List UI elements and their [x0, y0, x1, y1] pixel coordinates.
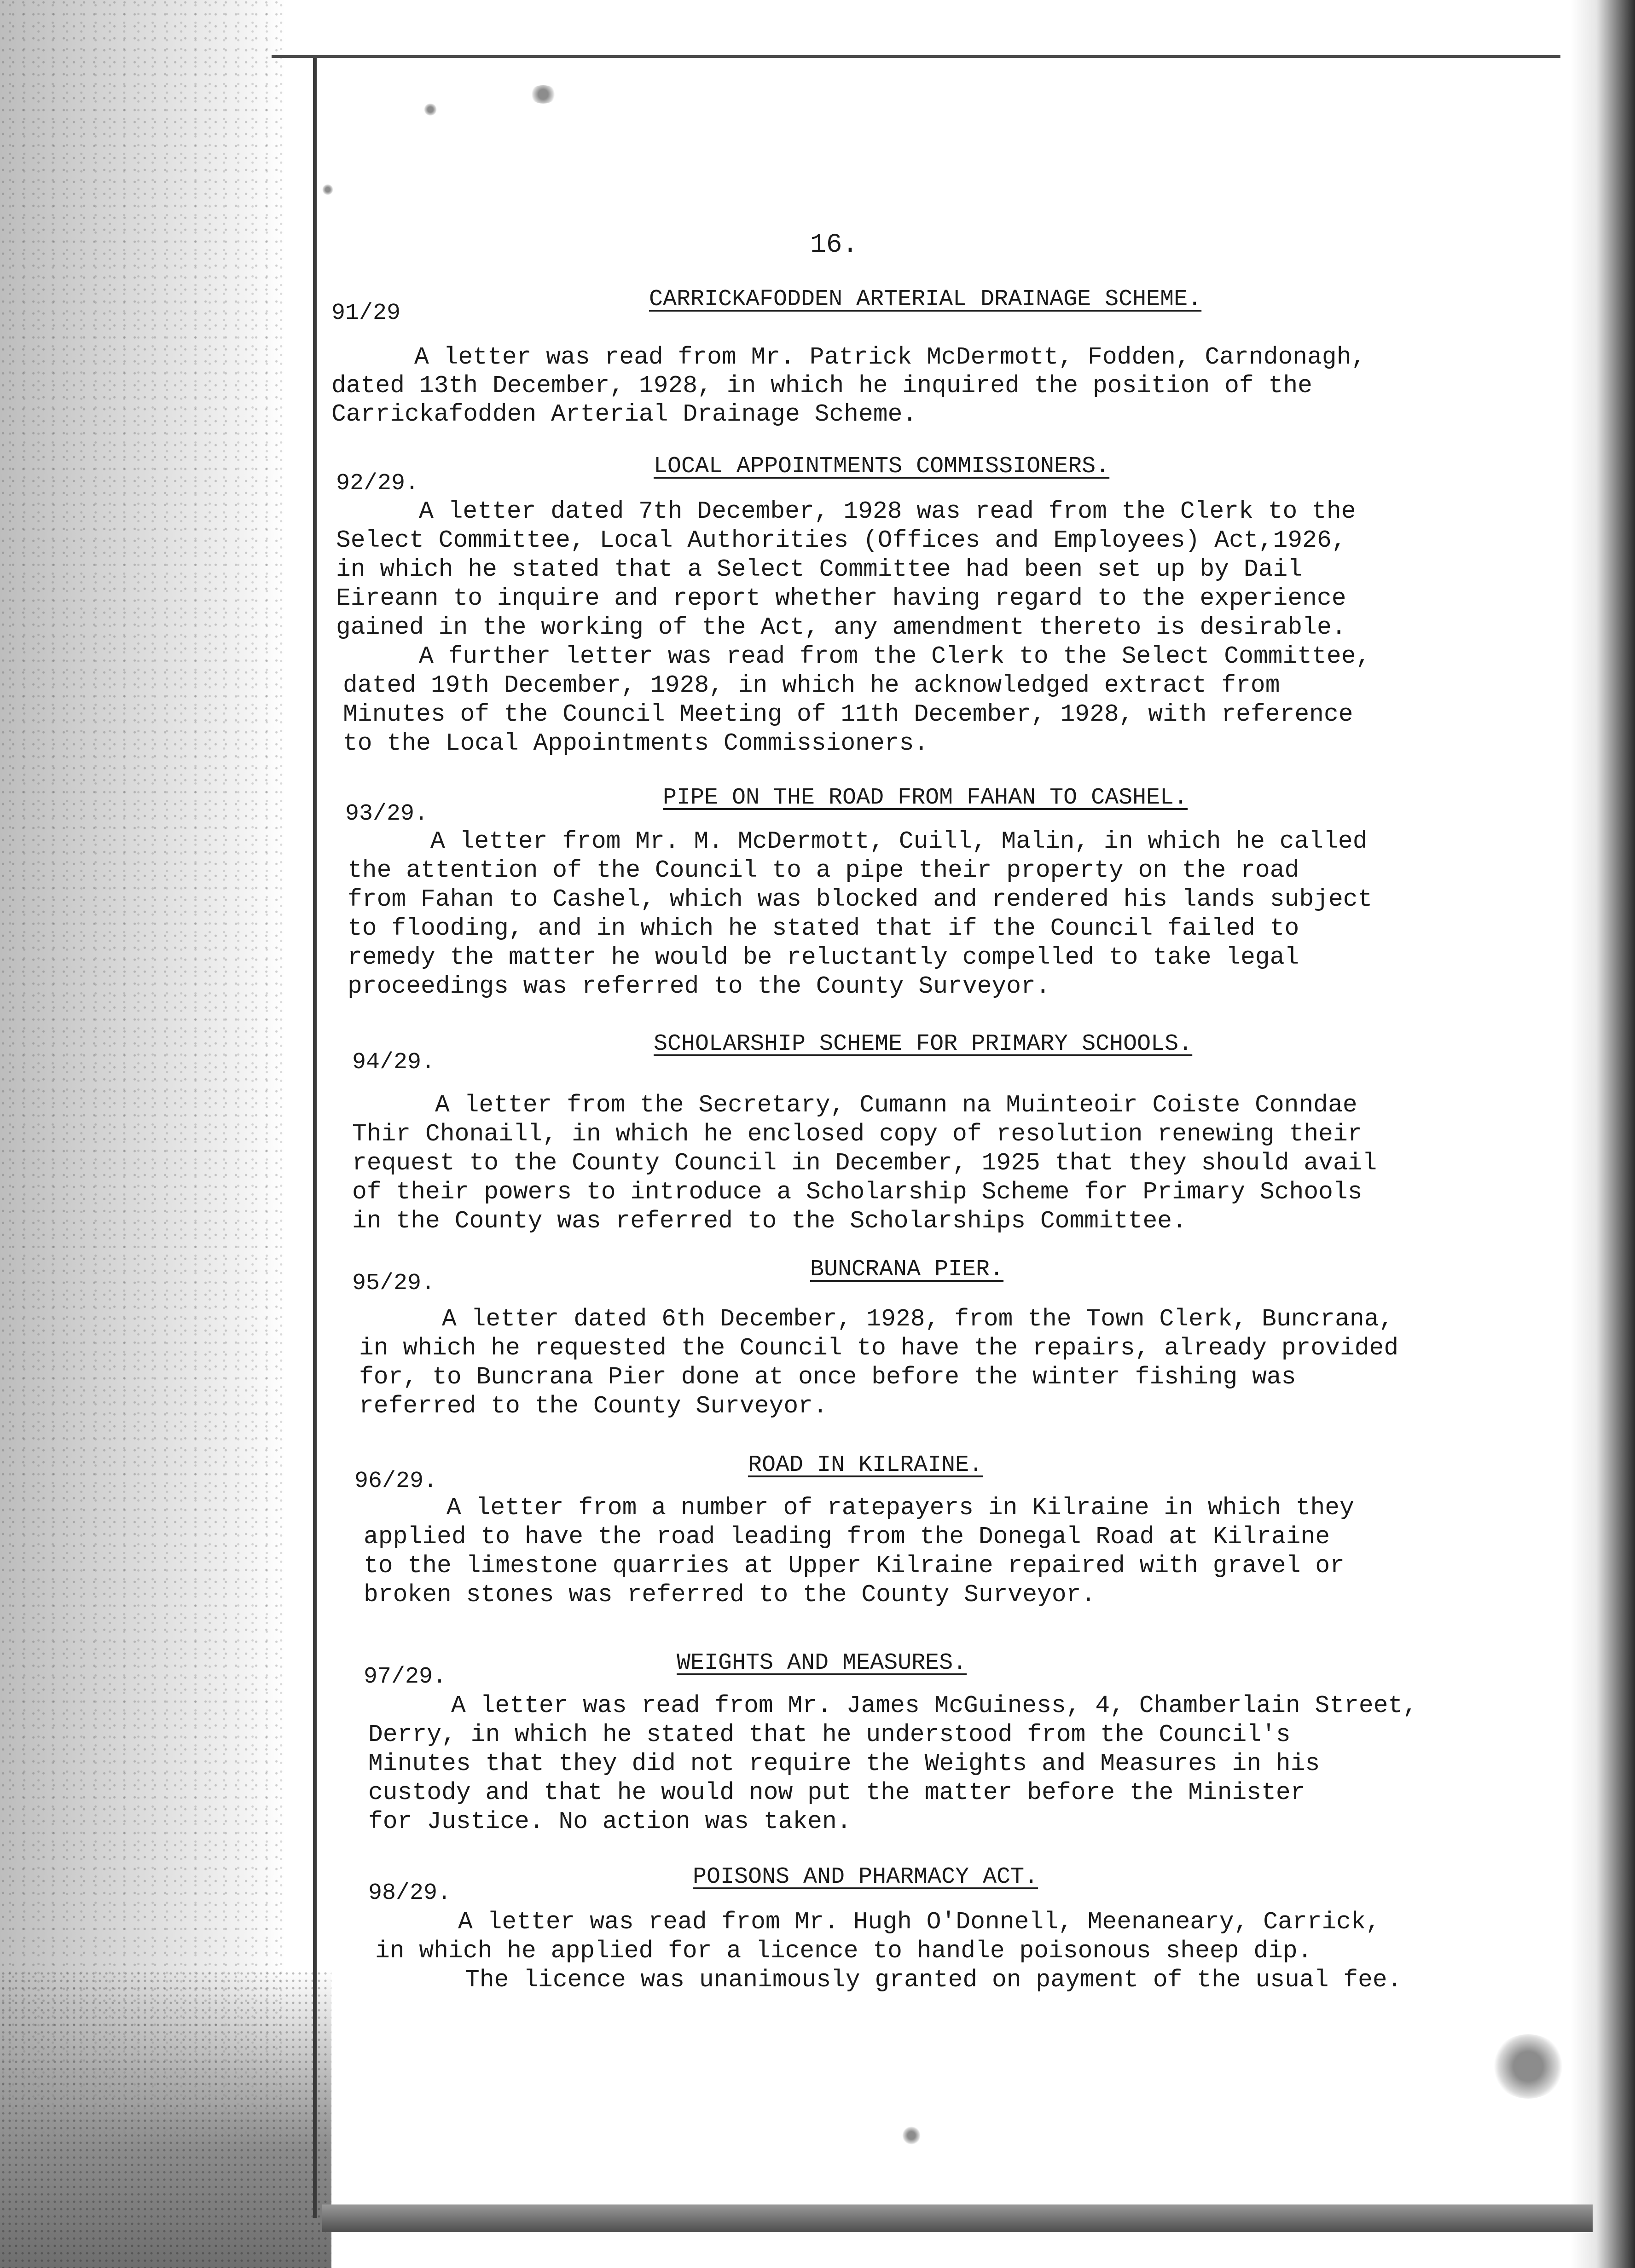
scan-speck [1491, 2034, 1565, 2099]
minute-text-line: A letter from the Secretary, Cumann na Muinteoir Coiste Conndae [435, 1091, 1357, 1119]
minute-number: 91/29 [331, 300, 401, 326]
minute-text-line: request to the County Council in December, 1925 that they should avail [352, 1149, 1377, 1177]
minute-text-line: to the limestone quarries at Upper Kilraine repaired with gravel or [364, 1552, 1345, 1580]
minute-heading: WEIGHTS AND MEASURES. [677, 1650, 967, 1676]
minute-text-line: Minutes of the Council Meeting of 11th December, 1928, with reference [343, 700, 1353, 728]
minute-text-line: The licence was unanimously granted on payment of the usual fee. [465, 1966, 1402, 1994]
minute-number: 92/29. [336, 470, 419, 497]
minute-text-line: dated 13th December, 1928, in which he inquired the position of the [331, 372, 1312, 399]
minute-text-line: Minutes that they did not require the Weights and Measures in his [368, 1750, 1320, 1777]
minute-text-line: in the County was referred to the Scholarships Committee. [352, 1207, 1187, 1235]
minute-number: 93/29. [345, 801, 429, 827]
minute-text-line: proceedings was referred to the County Surveyor. [348, 972, 1050, 1000]
minute-text-line: A letter from a number of ratepayers in Kilraine in which they [446, 1494, 1354, 1522]
minute-text-line: Derry, in which he stated that he understood from the Council's [368, 1721, 1291, 1748]
minute-text-line: applied to have the road leading from the Donegal Road at Kilraine [364, 1523, 1330, 1551]
scan-shadow-bottom-left [0, 1970, 331, 2268]
minute-number: 97/29. [364, 1664, 447, 1690]
minute-heading: PIPE ON THE ROAD FROM FAHAN TO CASHEL. [663, 785, 1188, 811]
minute-text-line: Thir Chonaill, in which he enclosed copy of resolution renewing their [352, 1120, 1362, 1148]
minute-text-line: A letter was read from Mr. James McGuiness, 4, Chamberlain Street, [451, 1692, 1418, 1719]
minute-text-line: A letter dated 6th December, 1928, from the Town Clerk, Buncrana, [442, 1305, 1394, 1333]
minute-text-line: for, to Buncrana Pier done at once before the winter fishing was [359, 1363, 1296, 1391]
minute-text-line: gained in the working of the Act, any amendment thereto is desirable. [336, 613, 1346, 641]
minute-number: 98/29. [368, 1880, 452, 1906]
minute-text-line: Select Committee, Local Authorities (Offices and Employees) Act,1926, [336, 526, 1346, 554]
scan-shadow-right [1571, 0, 1635, 2268]
minute-number: 96/29. [354, 1468, 438, 1494]
minute-text-line: A letter dated 7th December, 1928 was read from the Clerk to the [419, 498, 1356, 525]
minute-text-line: Carrickafodden Arterial Drainage Scheme. [331, 400, 917, 428]
minute-heading: CARRICKAFODDEN ARTERIAL DRAINAGE SCHEME. [649, 286, 1202, 312]
scan-speck [529, 85, 557, 104]
minute-text-line: to flooding, and in which he stated that if the Council failed to [348, 914, 1299, 942]
minute-heading: POISONS AND PHARMACY ACT. [693, 1864, 1038, 1890]
minute-heading: SCHOLARSHIP SCHEME FOR PRIMARY SCHOOLS. [654, 1031, 1193, 1057]
minute-text-line: in which he requested the Council to have the repairs, already provided [359, 1334, 1399, 1362]
minute-text-line: A letter was read from Mr. Patrick McDermott, Fodden, Carndonagh, [414, 343, 1366, 371]
minute-text-line: the attention of the Council to a pipe their property on the road [348, 856, 1299, 884]
minute-number: 95/29. [352, 1270, 435, 1296]
page-edge [313, 55, 317, 2218]
minute-text-line: for Justice. No action was taken. [368, 1808, 852, 1835]
page-number: 16. [810, 230, 858, 260]
minute-text-line: broken stones was referred to the County Surveyor. [364, 1581, 1096, 1608]
minute-number: 94/29. [352, 1049, 435, 1076]
minute-text-line: in which he stated that a Select Committee had been set up by Dail [336, 555, 1303, 583]
minute-text-line: of their powers to introduce a Scholarship Scheme for Primary Schools [352, 1178, 1362, 1206]
minute-text-line: custody and that he would now put the matter before the Minister [368, 1779, 1305, 1806]
scan-shadow-left [0, 0, 285, 2268]
minute-heading: LOCAL APPOINTMENTS COMMISSIONERS. [654, 453, 1110, 480]
page-top-edge [272, 55, 1560, 58]
scan-speck [902, 2126, 921, 2145]
scan-speck [322, 184, 333, 195]
minute-text-line: A further letter was read from the Clerk to the Select Committee, [419, 642, 1371, 670]
minute-text-line: from Fahan to Cashel, which was blocked and rendered his lands subject [348, 885, 1373, 913]
minute-heading: BUNCRANA PIER. [810, 1256, 1004, 1283]
minute-text-line: remedy the matter he would be reluctantly compelled to take legal [348, 943, 1299, 971]
minute-text-line: A letter was read from Mr. Hugh O'Donnell, Meenaneary, Carrick, [458, 1908, 1380, 1936]
minute-text-line: A letter from Mr. M. McDermott, Cuill, Malin, in which he called [430, 827, 1368, 855]
minute-text-line: Eireann to inquire and report whether having regard to the experience [336, 584, 1346, 612]
minute-text-line: in which he applied for a licence to handle poisonous sheep dip. [375, 1937, 1312, 1965]
scan-shadow-bottom [322, 2204, 1593, 2232]
minute-text-line: referred to the County Surveyor. [359, 1392, 828, 1420]
minute-heading: ROAD IN KILRAINE. [748, 1452, 983, 1478]
minute-text-line: dated 19th December, 1928, in which he acknowledged extract from [343, 671, 1280, 699]
scan-speck [423, 104, 437, 116]
minute-text-line: to the Local Appointments Commissioners. [343, 729, 929, 757]
